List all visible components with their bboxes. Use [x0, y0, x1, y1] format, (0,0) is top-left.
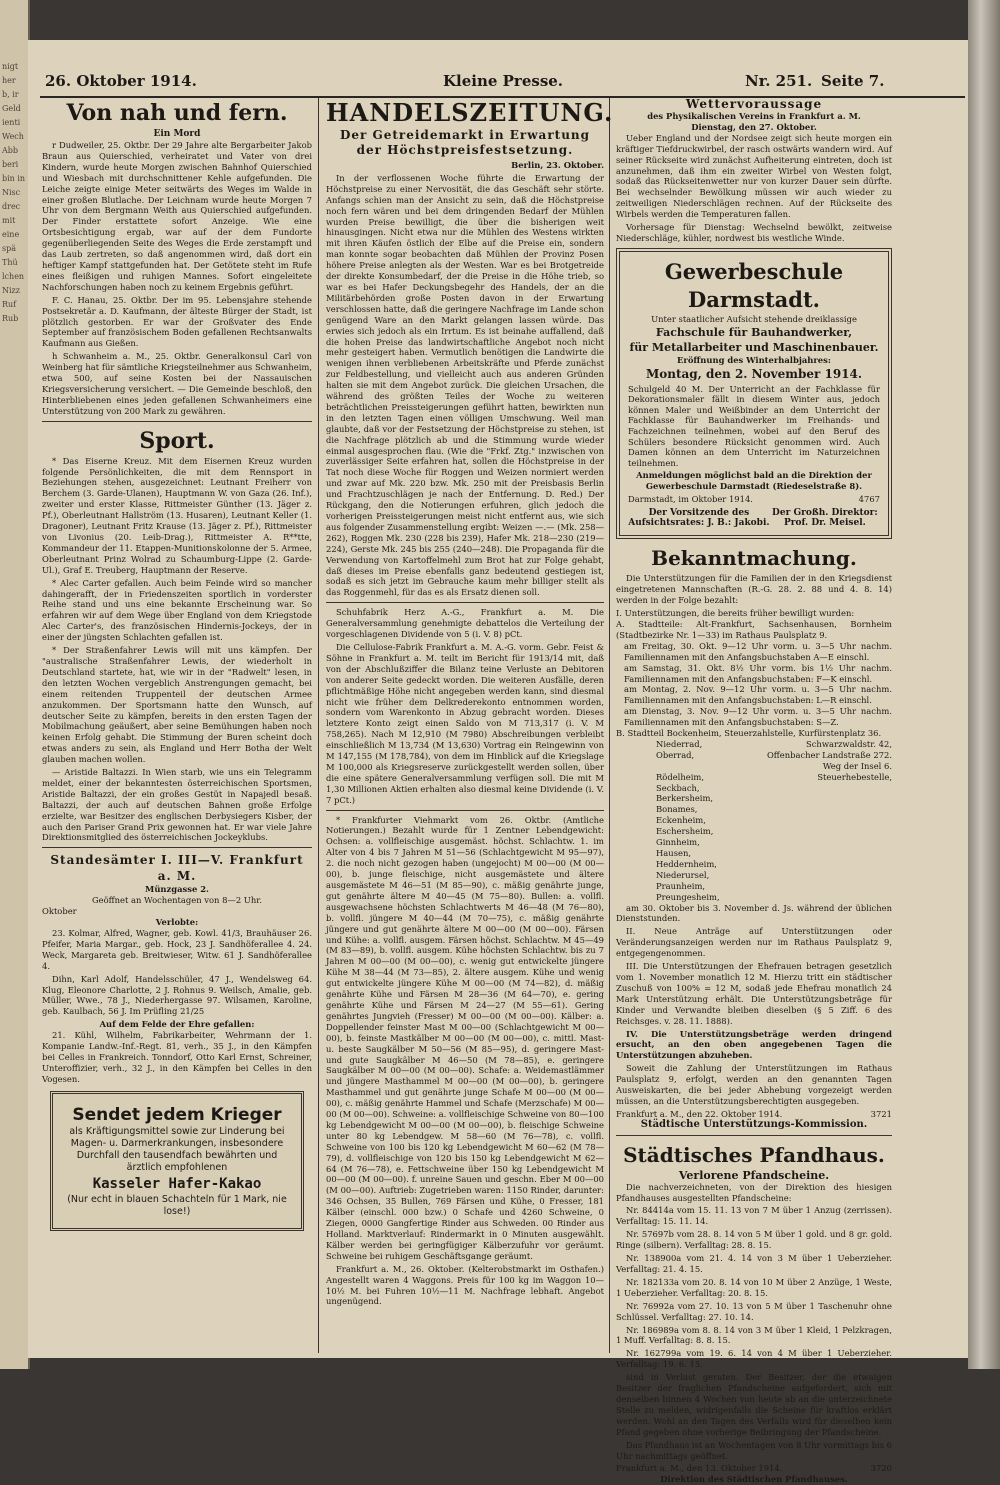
pf-row: Nr. 162799a vom 19. 6. 14 von 4 M über 1 Ueberzieher. Verfalltag: 19. 6. 15.: [616, 1348, 892, 1370]
pf-place: Frankfurt a. M., den 13. Oktober 1914.: [616, 1463, 783, 1474]
spine-fragment: nigt: [2, 62, 19, 71]
ad-body: als Kräftigungsmittel sowie zur Linderung bei Magen- u. Darmerkrankungen, insbesondere Durchfall den tausendfach bewährten und ärztlich empfohlenen: [69, 1125, 285, 1173]
section-title-bekanntmachung: Bekanntmachung.: [651, 546, 857, 571]
ad-brand: Kasseler Hafer-Kakao: [92, 1175, 262, 1192]
bek-b-row: [616, 804, 892, 815]
bek-b-office: Offenbacher Landstraße 272.: [766, 749, 892, 760]
divider: [616, 1135, 892, 1136]
pf-row: Nr. 182133a vom 20. 8. 14 von 10 M über 2 Anzüge, 1 Weste, 1 Ueberzieher. Verfalltag: 20. 8. 15.: [616, 1276, 892, 1298]
gw-signature-2: Der Großh. Direktor: Prof. Dr. Meisel.: [772, 507, 878, 529]
gw-place: Darmstadt, im Oktober 1914.: [628, 493, 753, 504]
ad-gewerbeschule: [616, 248, 892, 539]
pf-end: sind in Verlust geraten. Der Besitzer, der die etwaigen Besitzer der fraglichen Pfandscheine aufgefordert, sich mit denselben binnen 4 Wochen von heute ab an die unterzeichnete Stelle zu melden, widrigenfalls die Scheine für kraftlos erklärt werden. Wohl an den Tagen des Verfalls wird für dieselben kein Pfand gegeben ohne vorherige Beibringung der Pfandscheine.: [616, 1372, 892, 1437]
pf-row: Nr. 186989a vom 8. 8. 14 von 3 M über 1 Kleid, 1 Pelzkragen, 1 Muff. Verfalltag: 8. 8. 15.: [616, 1324, 892, 1346]
news-schwanheim: h Schwanheim a. M., 25. Oktbr. Generalkonsul Carl von Weinberg hat für sämtliche Kriegsteilnehmer aus Schwanheim, etwa 500, auf seine Kosten bei der Nassauischen Kriegsversicherung versichert. — Die Gemeinde beschloß, den Hinterbliebenen eines jeden gefallenen Schwanheimers eine Unterstützung von 200 Mark zu gewähren.: [42, 351, 312, 416]
bek-signature: Städtische Unterstützungs-Kommission.: [640, 1118, 868, 1130]
bek-b-row: [616, 815, 892, 826]
bek-b-row: [616, 837, 892, 848]
pf-row: Nr. 76992a vom 27. 10. 13 von 5 M über 1 Taschenuhr ohne Schlüssel. Verfalltag: 27. 10. 14.: [616, 1300, 892, 1322]
divider: [42, 421, 312, 422]
column-2: [326, 98, 614, 1348]
bek-a-row: am Dienstag, 3. Nov. 9—12 Uhr vorm. u. 3—5 Uhr nachm. Familiennamen mit den Anfangsbuchstaben: S—Z.: [624, 706, 892, 728]
bek-b-place: Oberrad,: [656, 749, 695, 760]
gw-text: Schulgeld 40 M. Der Unterricht an der Fachklasse für Dekorationsmaler fällt in diesem Winter aus, jedoch können Maler und Weißbinder an dem Unterricht der Fachklasse für Bauhandwerker im Freihands- und Fachzeichnen teilnehmen, wobei auf den Beruf des Schülers besondere Rücksicht genommen wird. Auch Damen können an dem Unterricht im Naturzeichnen teilnehmen.: [628, 383, 880, 468]
bek-b-place: Bonames,: [656, 804, 698, 815]
gw-line4: Eröffnung des Winterhalbjahres:: [677, 354, 831, 365]
gefallen-heading: Auf dem Felde der Ehre gefallen:: [99, 1019, 255, 1030]
pf-intro: Die nachverzeichneten, von der Direktion des hiesigen Pfandhauses ausgestellten Pfandscheine:: [616, 1181, 892, 1203]
bek-b-place: Niederursel,: [656, 869, 710, 880]
mord-article: r Dudweiler, 25. Oktbr. Der 29 Jahre alte Bergarbeiter Jakob Braun aus Quierschied, verheiratet und Vater von drei Kindern, wurde heute Morgen zwischen Bahnhof Quierschied und Wiesbach mit durchschnittener Kehle aufgefunden. Die Leiche zeigte einige Meter seitwärts des Weges im Walde in einer großen Blutlache. Der Leichnam wurde heute Morgen 7 Uhr von dem Bergmann Weith aus Quierschied aufgefunden. Der Finder erstattete sofort Anzeige. Wie eine Ortsbesichtigung ergab, war auf der dem Fundorte gegenüberliegenden Seite des Weges die Erde zerstampft und das Laub zertreten, so daß angenommen wird, daß dort ein heftiger Kampf stattgefunden hat. Der Getötete steht im Rufe eines fleißigen und ruhigen Mannes. Sofort eingeleitete Nachforschungen haben noch zu keinem Ergebnis geführt.: [42, 140, 312, 292]
gw-line2: Fachschule für Bauhandwerker,: [655, 325, 853, 339]
spine-fragment: Ruf: [2, 300, 17, 309]
bek-iv: IV. Die Unterstützungsbeträge werden dringend ersucht, an den oben angegebenen Tagen die Unterstützungen abzuheben.: [616, 1028, 892, 1061]
headline-getreidemarkt: Der Getreidemarkt in Erwartung: [339, 128, 591, 142]
spine-fragment: Wech: [2, 132, 24, 141]
bek-b-office: Schwarzwaldstr. 42,: [806, 738, 892, 749]
pf-list: [616, 1205, 892, 1370]
bek-b-row: [616, 881, 892, 892]
header-paper-name: Kleine Presse.: [443, 72, 564, 90]
bek-b-place: Niederrad,: [656, 738, 703, 749]
column-1: [42, 98, 312, 1348]
bek-b-place: Preungesheim,: [656, 891, 720, 902]
spine-fragment: mit: [2, 216, 16, 225]
bek-b-end: am 30. Oktober bis 3. November d. Js. während der üblichen Dienststunden.: [616, 902, 892, 924]
bek-i: I. Unterstützungen, die bereits früher bewilligt wurden:: [616, 608, 855, 619]
spine-fragment: lchen: [2, 272, 25, 281]
gw-line1: Unter staatlicher Aufsicht stehende dreiklassige: [651, 313, 857, 324]
pf-number: 3720: [870, 1463, 892, 1474]
spine-fragment: Abb: [2, 146, 19, 155]
bek-iii: III. Die Unterstützungen der Ehefrauen betragen gesetzlich vom 1. November monatlich 12 M. Hierzu tritt ein städtischer Zuschuß von 100% = 12 M, sodaß jede Ehefrau monatlich 24 Mark Unterstützung erhält. Die Unterstützungsbeträge für Kinder und Verwandte bleiben dieselben (§ 5 Ziff. 6 des Reichsges. v. 28. 11. 1888).: [616, 961, 892, 1026]
headline-hoechstpreis: der Höchstpreisfestsetzung.: [356, 143, 574, 157]
divider: [326, 602, 604, 603]
news-hanau: F. C. Hanau, 25. Oktbr. Der im 95. Lebensjahre stehende Postsekretär a. D. Kaufmann, der älteste Bürger der Stadt, ist plötzlich gestorben. Er war der Großvater des Ende September auf französischem Boden gefallenen Rechtsanwalts Kaufmann aus Gießen.: [42, 294, 312, 349]
divider: [42, 847, 312, 848]
pf-subtitle: Verlorene Pfandscheine.: [678, 1168, 830, 1182]
bek-end: Soweit die Zahlung der Unterstützungen im Rathaus Paulsplatz 9, erfolgt, werden an den genannten Tagen Ausweiskarten, die bei jeder Abhebung vorgezeigt werden müssen, an die Unterstützungsberechtigten ausgegeben.: [616, 1063, 892, 1106]
bek-a-schedule: [616, 641, 892, 728]
bek-ii: II. Neue Anträge auf Unterstützungen oder Veränderungsanzeigen werden nur im Rathaus Paulsplatz 9, entgegengenommen.: [616, 926, 892, 959]
spine-fragment: Thü: [2, 258, 18, 267]
article-cellulose: Die Cellulose-Fabrik Frankfurt a. M. A.-G. vorm. Gebr. Feist & Söhne in Frankfurt a. M. teilt im Bericht für 1913/14 mit, daß von der Abschlußziffer die Bilanz teine Verluste an Debitoren von anderer Seite gedeckt worden. Die weiteren Ausfälle, deren pflichtmäßige Höhe nicht angegeben werden kann, sind diesmal nicht wie früher dem Delkrederekonto entnommen worden, sondern vom Warenkonto in Abzug gebracht worden. Dieses letztere Konto zeigt einen Saldo von M 713,317 (i. V. M 758,265). Nach M 12,910 (M 7980) Abschreibungen verbleibt einschließlich M 13,734 (M 13,630) Vortrag ein Reingewinn von M 147,155 (M 178,784), von dem im Hinblick auf die Kriegslage M 100,000 als Kriegsreserve zurückgestellt werden sollen, über die eine spätere Generalversammlung verfügen soll. Die mit M 1,30 Millionen Aktien erhalten also diesmal keine Dividende (i. V. 7 pCt.): [326, 641, 604, 805]
wetter-text: Ueber England und der Nordsee zeigt sich heute morgen ein kräftiger Tiefdruckwirbel, der rasch ostwärts wandern wird. Auf seiner Rückseite wird zunächst Aufheiterung eintreten, doch ist anzunehmen, daß ihm ein zweiter Wirbel von Westen folgt, sodaß das Rückseitenwetter nur von kurzer Dauer sein dürfte. Bei wechselnder Bewölkung müssen wir auch wieder zu zeitweiligen Niederschlägen rechnen. Auf der Rückseite des Wirbels werden die Temperaturen fallen.: [616, 132, 892, 220]
sport-eisernes-kreuz: * Das Eiserne Kreuz. Mit dem Eisernen Kreuz wurden folgende Persönlichkeiten, die mit dem Rennsport in Beziehungen stehen, ausgezeichnet: Leutnant Freiherr von Berchem (3. Garde-Ulanen), Hauptmann W. von Gaza (26. Inf.), zweiter und erster Klasse, Rittmeister Günther (13. Jäger z. Pf.), Oberleutnant Hallström (13. Husaren), Leutnant Keller (1. Dragoner), Leutnant Fritz Krause (13. Jäger z. Pf.), Rittmeister von Livonius (20. Leib-Drag.), Rittmeister A. R**tte, Kommandeur der 11. Etappen-Munitionskolonne der 5. Armee, Oberleutnant Prinz Wolrad zu Schaumburg-Lippe (2. Garde-Ul.), Graf E. Treuberg, Hauptmann der Reserve.: [42, 455, 312, 575]
gefallen-list: 21. Kühl, Wilhelm, Fabrikarbeiter, Wehrmann der 1. Kompanie Landw.-Inf.-Regt. 81, verh., 35 J., in den Kämpfen bei Celles in Frankreich. Tonndorf, Otto Karl Ernst, Schreiner, Unteroffizier, verh., 32 J., in den Kämpfen bei Celles in den Vogesen.: [42, 1030, 312, 1084]
gw-title: Gewerbeschule Darmstadt.: [664, 258, 844, 312]
bek-b-place: Berkersheim,: [656, 793, 714, 804]
section-title-handelszeitung: HANDELSZEITUNG.: [326, 98, 614, 127]
bek-b-row: [616, 892, 892, 903]
section-title-von-nah-und-fern: Von nah und fern.: [66, 100, 288, 126]
spine-fragment: ienti: [2, 118, 21, 127]
bek-b-row: [616, 826, 892, 837]
ad-note: (Nur echt in blauen Schachteln für 1 Mark, nie lose!): [67, 1193, 287, 1217]
wetter-subtitle: des Physikalischen Vereins in Frankfurt a. M.: [647, 111, 861, 121]
verlobte-list: 23. Kolmar, Alfred, Wagner, geb. Kowl. 41/3, Brauhäuser 26. Pfeifer, Maria Margar., geb. Hock, 23 J. Sandhöferallee 4. 24. Weck, Margareta geb. Breitwieser, Witw. 61 J. Sandhöferallee 4.: [42, 928, 312, 971]
article-viehmarkt: * Frankfurter Viehmarkt vom 26. Oktbr. (Amtliche Notierungen.) Bezahlt wurde für 1 Zentner Lebendgewicht: Ochsen: a. vollfleischige ausgemäst. höchst. Schlachtw. 1. im Alter von 4 bis 7 Jahren M 51—56 (Schlachtgewicht M 95—97), 2. die noch nicht gezogen haben (ungejocht) M 00—00 (M 00—00), b. junge fleischige, nicht ausgemästete und ältere ausgemästete M 46—51 (M 85—90), c. mäßig genährte junge, gut genährte ältere M 40—45 (M 75—80). Bullen: a. vollfl. ausgewachsene höchsten Schlachtwerts M 46—48 (M 76—80), b. vollfl. jüngere M 40—44 (M 70—75), c. mäßig genährte jüngere und gut genährte ältere M 00—00 (M 00—00). Färsen und Kühe: a. vollfl. ausgem. Färsen höchst. Schlachtw. M 45—49 (M 83—89), b. vollfl. ausgem. Kühe höchsten Schlachtw. bis zu 7 Jahren M 00—00 (M 00—00), c. wenig gut entwickelte jüngere Kühe M 38—44 (M 73—85), 2. ältere ausgem. Kühe und wenig gut entwickelte jüngere Kühe M 00—00 (M 74—82), d. mäßig genährte Kühe und Färsen M 28—36 (M 64—70), e. gering genährte Kühe und Färsen M 24—27 (M 55—61). Gering genährtes Jungvieh (Fresser) M 00—00 (M 00—00). Kälber: a. Doppellender feinster Mast M 00—00 (Schlachtgewicht M 00—00), b. feinste Mastkälber M 00—00 (M 00—00), c. mittl. Mast- u. beste Saugkälber M 50—56 (M 85—95), d. geringere Mast- und gute Saugkälber M 46—50 (M 78—85), e. geringere Saugkälber M 00—00 (M 00—00). Schafe: a. Weidemastlämmer und jüngere Masthammel M 00—00 (M 00—00), b. geringere Masthammel und gut genährte junge Schafe M 00—00 (M 00—00), c. mäßig genährte Hammel und Schafe (Merzschafe) M 00—00 (M 00—00). Schweine: a. vollfleischige Schweine von 80—100 kg Lebendgewicht M 00—00 (M 00—00), b. fleischige Schweine unter 80 kg Lebendgew. M 58—60 (M 76—78), c. vollfl. Schweine von 100 bis 120 kg Lebendgewicht M 60—62 (M 78—79), d. vollfleischige von 120 bis 150 kg Lebendgewicht M 62—64 (M 76—78), e. Fettschweine über 150 kg Lebendgewicht M 00—00 (M 00—00). f. unreine Sauen und geschn. Eber M 00—00 (M 00—00). Auftrieb: Zugetrieben waren: 1150 Rinder, darunter: 346 Ochsen, 35 Bullen, 769 Färsen und Kühe, 0 Fresser, 181 Kälber (einschl. 000 bzw.) 0 Schafe und 4260 Schweine, 0 Ziegen, 0000 Gangfertige Rinder aus Schweden. 00 Rinder aus Holland. Marktverlauf: Rindermarkt in 0 Minuten ausgewählt. Kälber werden bei geringfügiger Kälberzufuhr vor geräumt. Schweine bei ruhigem Geschäftsgange geräumt.: [326, 814, 604, 1261]
divider: [326, 810, 604, 811]
spine-fragment: eine: [2, 230, 20, 239]
bek-b-place: Rödelheim,: [656, 771, 704, 782]
wetter-date: Dienstag, den 27. Oktober.: [691, 121, 817, 132]
spine-text-fragments: [2, 60, 26, 326]
bek-b-row: [616, 761, 892, 772]
bek-b-office: Weg der Insel 6.: [822, 760, 892, 771]
verstorbene-list: Dihn, Karl Adolf, Handelsschüler, 47 J., Wendelsweg 64. Klug, Eleonore Charlotte, 2 J. Rohnus 9. Weilsch, Amalie, geb. Müller, Wwe., 78 J., Niederhergasse 97. Wilsamen, Karoline, geb. Kaulbach, 56 J. Im Prüfling 21/25: [42, 973, 312, 1017]
section-title-sport: Sport.: [139, 427, 215, 454]
pf-hours: Das Pfandhaus ist an Wochentagen von 8 Uhr vormittags bis 6 Uhr nachmittags geöffnet.: [616, 1439, 892, 1461]
standesaemter-month: Oktober: [42, 906, 77, 917]
section-title-pfandhaus: Städtisches Pfandhaus.: [623, 1142, 885, 1167]
article-schuhfabrik: Schuhfabrik Herz A.-G., Frankfurt a. M. Die Generalversammlung genehmigte debattelos die Verteilung der vorgeschlagenen Dividende von 5 (i. V. 8) pCt.: [326, 607, 604, 640]
ad-headline: Sendet jedem Krieger: [72, 1104, 282, 1125]
gw-anmeldung: Anmeldungen möglichst bald an die Direktion der Gewerbeschule Darmstadt (Riedeselstraße 8).: [636, 470, 872, 492]
pf-row: Nr. 138900a vom 21. 4. 14 von 3 M über 1 Ueberzieher. Verfalltag: 21. 4. 15.: [616, 1253, 892, 1274]
bek-b-place: Seckbach,: [656, 782, 700, 793]
page-edge: [968, 0, 1000, 1369]
wetter-title: Wettervoraussage: [685, 97, 823, 111]
header-page: Seite 7.: [821, 72, 885, 90]
dateline-berlin: Berlin, 23. Oktober.: [511, 160, 604, 170]
bek-b-row: [616, 739, 892, 750]
bek-b-office: Steuerhebestelle,: [817, 771, 892, 782]
bek-place: Frankfurt a. M., den 22. Oktober 1914.: [616, 1108, 783, 1119]
mord-heading: Ein Mord: [153, 129, 201, 139]
spine-fragment: Nizz: [2, 286, 20, 295]
bek-a: A. Stadtteile: Alt-Frankfurt, Sachsenhausen, Bornheim (Stadtbezirke Nr. 1—33) im Rathaus Paulsplatz 9.: [616, 618, 892, 640]
pf-row: Nr. 84414a vom 15. 11. 13 von 7 M über 1 Anzug (zerrissen). Verfalltag: 15. 11. 14.: [616, 1205, 892, 1227]
standesaemter-address: Münzgasse 2.: [145, 884, 209, 895]
column-3: [616, 97, 892, 1485]
spine-fragment: Geld: [2, 104, 21, 113]
spine-fragment: her: [2, 76, 16, 85]
bek-b-row: [616, 859, 892, 870]
header-date: 26. Oktober 1914.: [45, 72, 197, 90]
wetter-forecast: Vorhersage für Dienstag: Wechselnd bewölkt, zeitweise Niederschläge, kühler, nordwest bis westliche Winde.: [616, 222, 892, 243]
bek-a-row: am Samstag, 31. Okt. 8½ Uhr vorm. bis 1½ Uhr nachm. Familiennamen mit den Anfangsbuchstaben: F—K einschl.: [624, 662, 892, 684]
spine-fragment: bin in: [2, 174, 26, 183]
spine-fragment: spä: [2, 244, 16, 253]
bek-b-place: Heddernheim,: [656, 858, 717, 869]
pf-signature: Direktion des Städtischen Pfandhauses.: [660, 1474, 848, 1485]
bek-b-row: [616, 783, 892, 794]
column-separator-1: [318, 98, 319, 1353]
bek-b-place: Eschersheim,: [656, 826, 714, 837]
bek-b-place: Praunheim,: [656, 880, 706, 891]
pf-row: Nr. 57697b vom 28. 8. 14 von 5 M über 1 gold. und 8 gr. gold. Ringe (silbern). Verfalltag: 28. 8. 15.: [616, 1229, 892, 1251]
verlobte-heading: Verlobte:: [155, 917, 199, 928]
gw-date: Montag, den 2. November 1914.: [645, 366, 863, 381]
gw-line3: für Metallarbeiter und Maschinenbauer.: [629, 340, 879, 354]
header-issue: Nr. 251.: [745, 72, 813, 90]
sport-alec-carter: * Alec Carter gefallen. Auch beim Feinde wird so mancher dahingerafft, der in Friedenszeiten sportlich in vorderster Reihe stand und uns eine bekannte Erscheinung war. So erfahren wir auf dem Wege über England von dem Kriegstode Alec Carter's, des französischen Hindernis-Jockeys, der in einer der jüngsten Schlachten gefallen ist.: [42, 577, 312, 643]
bek-b-place: Eckenheim,: [656, 815, 706, 826]
spine-fragment: Rub: [2, 314, 19, 323]
ad-hafer-kakao: [50, 1091, 304, 1231]
bek-a-row: am Freitag, 30. Okt. 9—12 Uhr vorm. u. 3—5 Uhr nachm. Familiennamen mit den Anfangsbuchstaben A—E einschl.: [624, 640, 892, 662]
gw-signature-1: Der Vorsitzende des Aufsichtsrates: J. B.: Jakobi.: [628, 507, 770, 529]
standesaemter-hours: Geöffnet an Wochentagen von 8—2 Uhr.: [91, 895, 263, 906]
page-header: [45, 72, 965, 94]
standesaemter-title: Standesämter I. III—V. Frankfurt a. M.: [50, 853, 304, 884]
article-getreidemarkt: In der verflossenen Woche führte die Erwartung der Höchstpreise zu einer Nervosität, die das Geschäft sehr störte. Anfangs schien man der Ansicht zu sein, daß die Höchstpreise noch fern wären und bei dem dringenden Bedarf der Mühlen wurden Preise bewilligt, die über die bisherigen weit hinausgingen. Nicht etwa nur die Mühlen des Westens wirkten mit ihren Käufen östlich der Elbe auf die Preise ein, sondern man konnte sogar beobachten daß Mühlen der Provinz Posen höhere Preise anlegten als der Westen. War es bei Brotgetreide der direkte Konsumbedarf, der die Preise in die Höhe trieb, so war es bei Hafer Deckungsbegehr des Handels, der an die Militärbehörden große Posten davon in der Erwartung verschlossen hatte, daß die geringere Nachfrage im Lande schon genügend Ware an den Markt gelangen lassen würde. Das erwies sich jedoch als ein Irrtum. Es ist beinahe auffallend, daß die hohen Preise das landwirtschaftliche Angebot noch nicht mehr gesteigert haben. Vermutlich benötigen die Landwirte die wenigen ihnen verbliebenen Arbeitskräfte und Pferde zunächst zur Feldbestellung, und vielleicht auch aus anderen Gründen halten sie mit dem Angebot zurück. Die gleichen Ursachen, die während des größten Teiles der Woche zu weiteren beträchtlichen Preissteigerungen geführt hatten, bewirkten nun in den letzten Tagen einen völligen Umschwung. Weil man glaubte, daß vor der Festsetzung der Höchstpreise zu stehen, ist die Nachfrage plötzlich ab und die Stimmung wurde wieder einmal ausgesprochen flau. (Wie die "Frkf. Ztg." inzwischen von zuverlässiger Seite erfahren hat, sollen die Höchstpreise in der Tat noch diese Woche für Roggen und Weizen normiert werden und zwar auf Mk. 220 bzw. Mk. 250 mit der Preisbasis Berlin und Frachtzuschlägen je nach der Entfernung. D. Red.) Der Rückgang, den die Notierungen erfuhren, glich jedoch die vorherigen Preissteigerungen meist nicht entfernt aus, wie sich aus folgender Zusammenstellung ergibt: Weizen —.— (Mk. 258—262), Roggen Mk. 230 (228 bis 239), Hafer Mk. 218—230 (219—224), Gerste Mk. 245 bis 255 (240—248). Die Propaganda für die Verwendung von Kartoffelmehl zum Brot hat zur Folge gehabt, daß dieses im Preise ebenfalls ganz bedeutend gestiegen ist, sodaß es sich jetzt im Gebrauche kaum mehr billiger stellt als das Roggenmehl, für das es als Ersatz dienen soll.: [326, 172, 604, 598]
bek-b-table: [616, 739, 892, 903]
spine-fragment: Nisc: [2, 188, 21, 197]
gw-number: 4767: [858, 493, 880, 504]
bek-a-row: am Montag, 2. Nov. 9—12 Uhr vorm. u. 3—5 Uhr nachm. Familiennamen mit den Anfangsbuchstaben: L—R einschl.: [624, 684, 892, 706]
bek-b: B. Stadtteil Bockenheim, Steuerzahlstelle, Kurfürstenplatz 36.: [616, 728, 882, 739]
spine-fragment: b, ir: [2, 90, 19, 99]
sport-baltazzi: — Aristide Baltazzi. In Wien starb, wie uns ein Telegramm meldet, einer der bekanntesten österreichischen Sportsmen, Aristide Baltazzi, der ein großes Gestüt in Napajedl besaß. Baltazzi, der auch auf deutschen Bahnen große Erfolge erzielte, war Besitzer des englischen Derbysiegers Kisber, der auch den Pariser Grand Prix gewonnen hat. Er war viele Jahre Direktionsmitglied des österreichischen Jockeyklubs.: [42, 767, 312, 843]
bek-b-row: [616, 870, 892, 881]
bek-number: 3721: [870, 1108, 892, 1119]
spine-fragment: beri: [2, 160, 19, 169]
sport-lewis: * Der Straßenfahrer Lewis will mit uns kämpfen. Der "australische Straßenfahrer Lewis, der wiederholt in Deutschland startete, hat, wie wir in der "Radwelt" lesen, in den letzten Wochen vergeblich Anstrengungen gemacht, bei einem reitenden Truppenteil der deutschen Armee anzukommen. Der Sportsmann hatte den Wunsch, auf deutscher Seite zu kämpfen, bereits in den ersten Tagen der Mobilmachung geäußert, aber seine Bemühungen haben noch keinen Erfolg gehabt. Die Stimmung der Buren scheint doch etwas anders zu sein, als England und Herr Botha der Welt glauben machen wollen.: [42, 645, 312, 765]
article-kelterobst: Frankfurt a. M., 26. Oktober. (Kelterobstmarkt im Osthafen.) Angestellt waren 4 Waggons. Preis für 100 kg im Waggon 10—10½ M. bei Fuhren 10½—11 M. Nachfrage lebhaft. Angebot ungenügend.: [326, 1263, 604, 1307]
bek-b-place: Ginnheim,: [656, 837, 700, 848]
bek-intro: Die Unterstützungen für die Familien der in den Kriegsdienst eingetretenen Mannschaften (R.-G. 28. 2. 88 und 4. 8. 14) werden in der Folge bezahlt:: [616, 573, 892, 606]
bek-b-row: [616, 772, 892, 783]
spine-fragment: drec: [2, 202, 21, 211]
binding-spine: [0, 0, 30, 1369]
bek-b-row: [616, 848, 892, 859]
bek-b-place: Hausen,: [656, 848, 692, 858]
bek-b-row: [616, 793, 892, 804]
column-separator-2: [609, 98, 610, 1353]
bek-b-row: [616, 750, 892, 761]
